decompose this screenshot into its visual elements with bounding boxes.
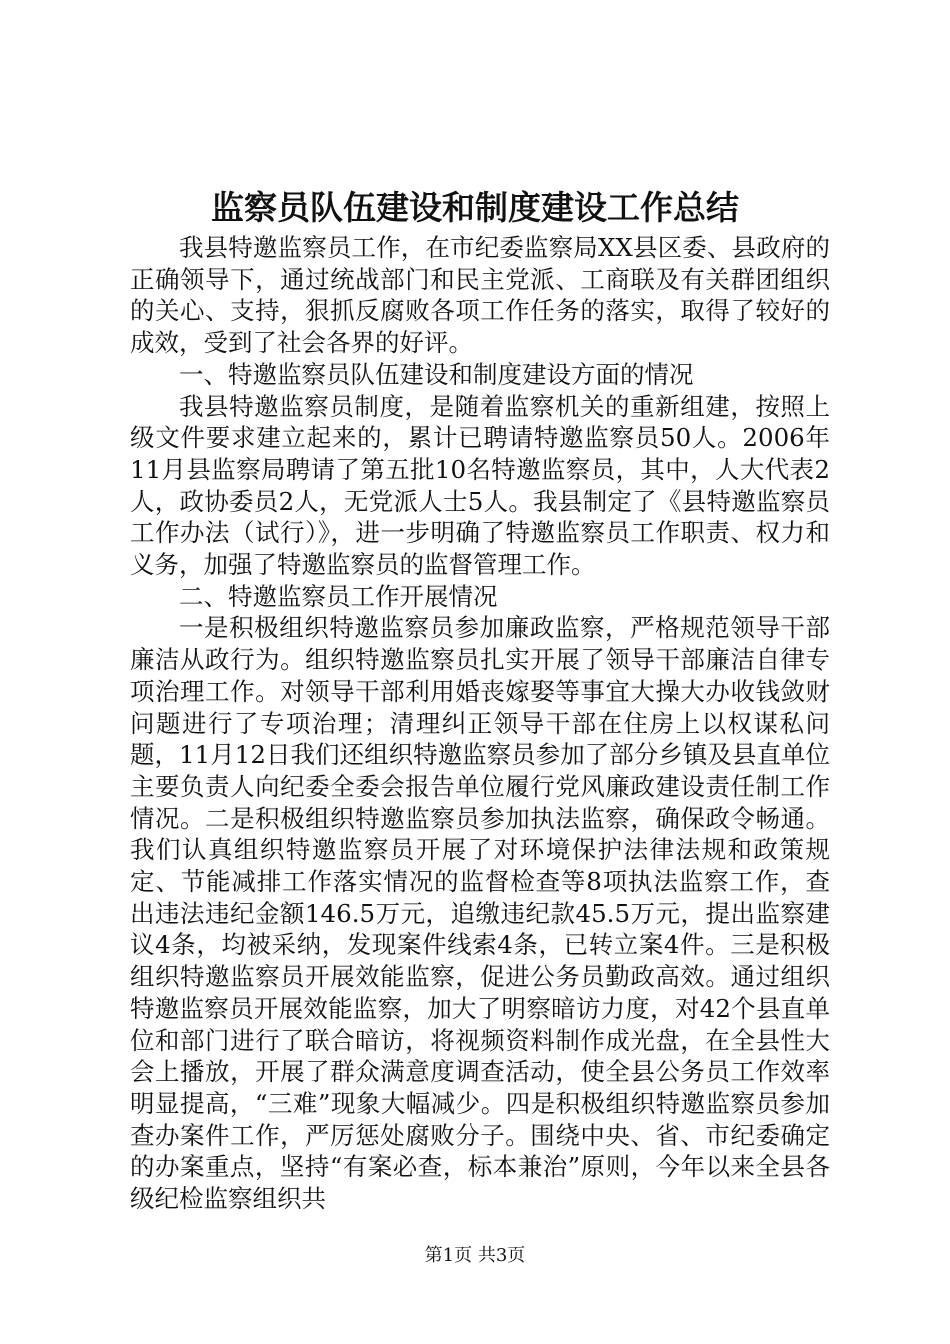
- paragraph-section-1: 我县特邀监察员制度，是随着监察机关的重新组建，按照上级文件要求建立起来的，累计已聘请特邀监察员50人。2006年11月县监察局聘请了第五批10名特邀监察员，其中，人大代表2人，政协委员2人，无党派人士5人。我县制定了《县特邀监察员工作办法（试行）》，进一步明确了特邀监察员工作职责、权力和义务，加强了特邀监察员的监督管理工作。: [130, 391, 830, 580]
- document-body: [130, 232, 830, 1215]
- document-title: 监察员队伍建设和制度建设工作总结: [211, 188, 739, 227]
- section-heading-1: 一、特邀监察员队伍建设和制度建设方面的情况: [179, 359, 694, 389]
- page-number-footer: 第1页 共3页: [424, 1245, 526, 1266]
- paragraph-section-2: 一是积极组织特邀监察员参加廉政监察，严格规范领导干部廉洁从政行为。组织特邀监察员扎实开展了领导干部廉洁自律专项治理工作。对领导干部利用婚丧嫁娶等事宜大操大办收钱敛财问题进行了专项治理；清理纠正领导干部在住房上以权谋私问题，11月12日我们还组织特邀监察员参加了部分乡镇及县直单位主要负责人向纪委全委会报告单位履行党风廉政建设责任制工作情况。二是积极组织特邀监察员参加执法监察，确保政令畅通。我们认真组织特邀监察员开展了对环境保护法律法规和政策规定、节能减排工作落实情况的监督检查等8项执法监察工作，查出违法违纪金额146.5万元，追缴违纪款45.5万元，提出监察建议4条，均被采纳，发现案件线索4条，已转立案4件。三是积极组织特邀监察员开展效能监察，促进公务员勤政高效。通过组织特邀监察员开展效能监察，加大了明察暗访力度，对42个县直单位和部门进行了联合暗访，将视频资料制作成光盘，在全县性大会上播放，开展了群众满意度调查活动，使全县公务员工作效率明显提高，“三难”现象大幅减少。四是积极组织特邀监察员参加查办案件工作，严厉惩处腐败分子。围绕中央、省、市纪委确定的办案重点，坚持“有案必查，标本兼治”原则，今年以来全县各级纪检监察组织共: [130, 613, 830, 1214]
- section-heading-2: 二、特邀监察员工作开展情况: [179, 581, 498, 611]
- paragraph-intro: 我县特邀监察员工作，在市纪委监察局XX县区委、县政府的正确领导下，通过统战部门和民主党派、工商联及有关群团组织的关心、支持，狠抓反腐败各项工作任务的落实，取得了较好的成效，受到了社会各界的好评。: [130, 233, 830, 358]
